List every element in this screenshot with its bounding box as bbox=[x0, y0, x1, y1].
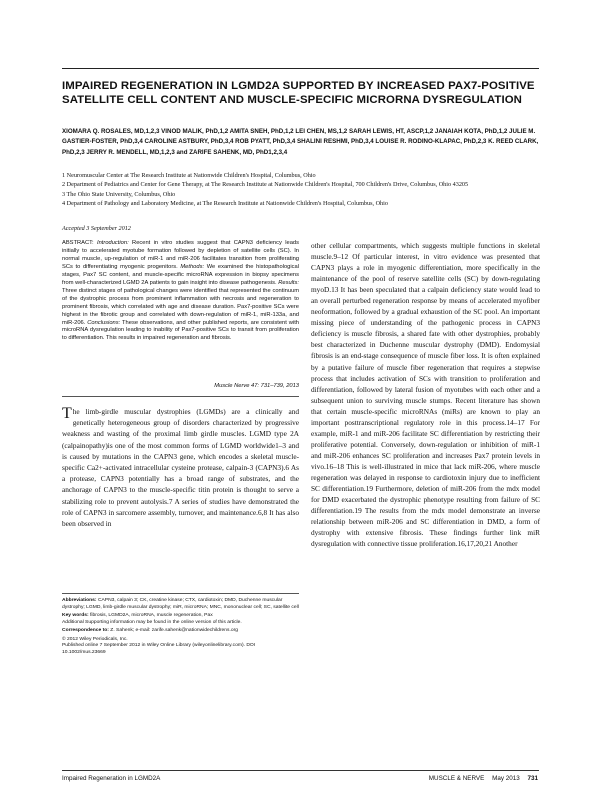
header-rule bbox=[62, 68, 539, 69]
abstract bbox=[62, 240, 299, 343]
journal-name: MUSCLE & NERVE bbox=[428, 775, 485, 782]
correspondence-note bbox=[62, 628, 299, 635]
keywords-text: fibrosis, LGMD2A, microRNA, muscle regeneration, Pax bbox=[90, 613, 213, 618]
correspondence-label: Correspondence to: bbox=[62, 628, 109, 633]
accepted-date: Accepted 3 September 2012 bbox=[62, 225, 131, 232]
page-number: 731 bbox=[527, 775, 538, 782]
abstract-methods: We examined the histopathological stages, Pax7 SC content, and muscle-specific microRNA expression in biopsy specimens from well-characterized LGMD 2A patients to gain insight into disease pathogenesis. bbox=[62, 263, 299, 286]
footer-rule bbox=[62, 770, 539, 771]
abbreviations-note bbox=[62, 598, 299, 611]
conclusions-label: Conclusions: bbox=[87, 319, 121, 326]
body-column-left bbox=[62, 406, 299, 529]
footnotes bbox=[62, 598, 299, 658]
results-label: Results: bbox=[278, 279, 299, 286]
abstract-intro: Recent in vitro studies suggest that CAPN3 deficiency leads initially to accelerated myotube formation followed by depletion of satellite cells (SC). In normal muscle, up-regulation of miR-1 and miR-206 facilitates transition from proliferating SCs to differentiating myogenic progenitors. bbox=[62, 240, 299, 270]
affiliations bbox=[62, 171, 542, 208]
affiliation-1: 1 Neuromuscular Center at The Research Institute at Nationwide Children's Hospital, Columbus, Ohio bbox=[62, 172, 316, 179]
copyright-text: © 2012 Wiley Periodicals, Inc. bbox=[62, 636, 128, 642]
abstract-rule bbox=[62, 396, 299, 397]
affiliation-4: 4 Department of Pathology and Laboratory Medicine, at The Research Institute at Nationwide Children's Hospital, Columbus, Ohio bbox=[62, 199, 388, 207]
abstract-results: Three distinct stages of pathological changes were identified that represented the continuum of the dystrophic process from prominent inflammation with necrosis and regeneration to prominent fibrosis, which correlated with age and disease duration. Pax7-positive SCs were highest in the fibrotic group and correlated with down-regulation of miR-1, miR-133a, and miR-206. bbox=[62, 287, 299, 326]
affiliation-3: 3 The Ohio State University, Columbus, Ohio bbox=[62, 190, 176, 198]
issue-date: May 2013 bbox=[492, 775, 520, 782]
affiliation-2: 2 Department of Pediatrics and Center for Gene Therapy, at The Research Institute at Nationwide Children's Hospital, 700 Children's Drive, Columbus, Ohio 43205 bbox=[62, 181, 469, 189]
author-list: XIOMARA Q. ROSALES, MD,1,2,3 VINOD MALIK, PhD,1,2 AMITA SNEH, PhD,1,2 LEI CHEN, MS,1,2 SARAH LEWIS, HT, ASCP,1,2 JANAIAH KOTA, PhD,1,2 JULIE M. GASTIER-FOSTER, PhD,3,4 CAROLINE ASTBURY, PhD,3,4 ROB PYATT, PhD,3,4 SHALINI RESHMI, PhD,3,4 LOUISE R. RODINO-KLAPAC, PhD,2,3 K. REED CLARK, PhD,2,3 JERRY R. MENDELL, MD,1,2,3 and ZARIFE SAHENK, MD, PhD1,2,3,4 bbox=[62, 128, 539, 156]
body-column-right bbox=[311, 240, 540, 549]
abstract-citation: Muscle Nerve 47: 731–739, 2013 bbox=[214, 383, 299, 389]
article-title: IMPAIRED REGENERATION IN LGMD2A SUPPORTED BY INCREASED PAX7-POSITIVE SATELLITE CELL CONTENT AND MUSCLE-SPECIFIC MICRORNA DYSREGULATION bbox=[62, 80, 535, 106]
keywords-note bbox=[62, 613, 299, 626]
intro-label: Introduction: bbox=[97, 240, 129, 246]
abstract-label: ABSTRACT: bbox=[62, 240, 94, 246]
journal-footer bbox=[429, 775, 538, 782]
methods-label: Methods: bbox=[180, 263, 205, 270]
right-column-text: other cellular compartments, which suggests multiple functions in skeletal muscle.9–12 Of particular interest, in vitro evidence was presented that CAPN3 plays a role in myogenic differentiation, more specifically in the maintenance of the pool of reserve satellite cells (SC) by down-regulating myoD.13 It has been speculated that a calpain deficiency state would lead to an overall perturbed regeneration response by means of accelerated myofiber neoformation, followed by a gradual exhaustion of the SC pool. An important missing piece of understanding of the pathogenic process in CAPN3 deficiency is muscle fibrosis, a shared fate with other dystrophies, probably best characterized in Duchenne muscular dystrophy (DMD). Endomysial fibrosis is an end-stage consequence of muscle fiber loss. It is often explained by a putative failure of muscle fiber regeneration that requires a stepwise process that includes activation of SCs with transition to proliferation and differentiation, followed by lateral fusion of myotubes with each other and a subsequent union to surviving muscle stumps. Recent literature has shown that certain muscle-specific microRNAs (miRs) are known to play an important posttranscriptional regulatory role in this process.14–17 For example, miR-1 and miR-206 facilitate SC differentiation by restricting their proliferative potential. Conversely, down-regulation or inhibition of miR-1 and miR-206 enhances SC proliferation and increases Pax7 protein levels in vivo.16–18 This is well-illustrated in mice that lack miR-206, where muscle regeneration was delayed in response to cardiotoxin injury due to inefficient SC differentiation.19 Furthermore, deletion of miR-206 from the mdx model for DMD exacerbated the dystrophic phenotype resulting from failure of SC differentiation.19 The results from the mdx model demonstrate an inverse relationship between miR-206 and SC differentiation in DMD, a form of dystrophy with extensive fibrosis. These findings further link miR dysregulation with connective tissue proliferation.16,17,20,21 Another bbox=[311, 241, 540, 549]
published-text: Published online 7 September 2012 in Wiley Online Library (wileyonlinelibrary.com). DOI 10.1002/mus.23669 bbox=[62, 643, 256, 655]
supporting-info: Additional Supporting information may be found in the online version of this article. bbox=[62, 619, 242, 625]
abbreviations-label: Abbreviations: bbox=[62, 598, 97, 603]
intro-paragraph: he limb-girdle muscular dystrophies (LGMDs) are a clinically and genetically heterogeneous group of disorders characterized by progressive weakness and wasting of the proximal limb girdle muscles. LGMD type 2A (calpainopathy)is one of the most common forms of LGMD worldwide1–3 and is caused by mutations in the CAPN3 gene, which encodes a skeletal muscle-specific Ca2+-activated intracellular cysteine protease, calpain-3 (CAPN3).6 As a protease, CAPN3 potentially has a broad range of substrates, and the anchorage of CAPN3 to the muscle-specific titin protein is thought to serve a stabilizing role to prevent autolysis.7 A series of studies have demonstrated the role of CAPN3 in sarcomere assembly, turnover, and maintenance.6,8 It has also been observed in bbox=[62, 407, 299, 529]
keywords-label: Key words: bbox=[62, 613, 89, 618]
correspondence-text: Z. Sahenk; e-mail: zarife.sahenk@nationwidechildrens.org bbox=[110, 628, 238, 633]
drop-cap: T bbox=[62, 405, 72, 422]
running-title: Impaired Regeneration in LGMD2A bbox=[62, 775, 161, 782]
abstract-conclusions: These observations, and other published reports, are consistent with microRNA dysregulation leading to inability of Pax7-positive SCs to transit from proliferation to differentiation. This results in impaired regeneration and fibrosis. bbox=[62, 319, 299, 342]
copyright-note bbox=[62, 637, 299, 657]
abbreviations-text: CAPN3, calpain 3; CK, creatine kinase; CTX, cardiotoxin; DMD, Duchenne muscular dystrophy; LGMD, limb-girdle muscular dystrophy; miR, microRNA; MNC, mononuclear cell; SC, satellite cell bbox=[62, 598, 299, 610]
footnote-rule bbox=[62, 593, 299, 594]
